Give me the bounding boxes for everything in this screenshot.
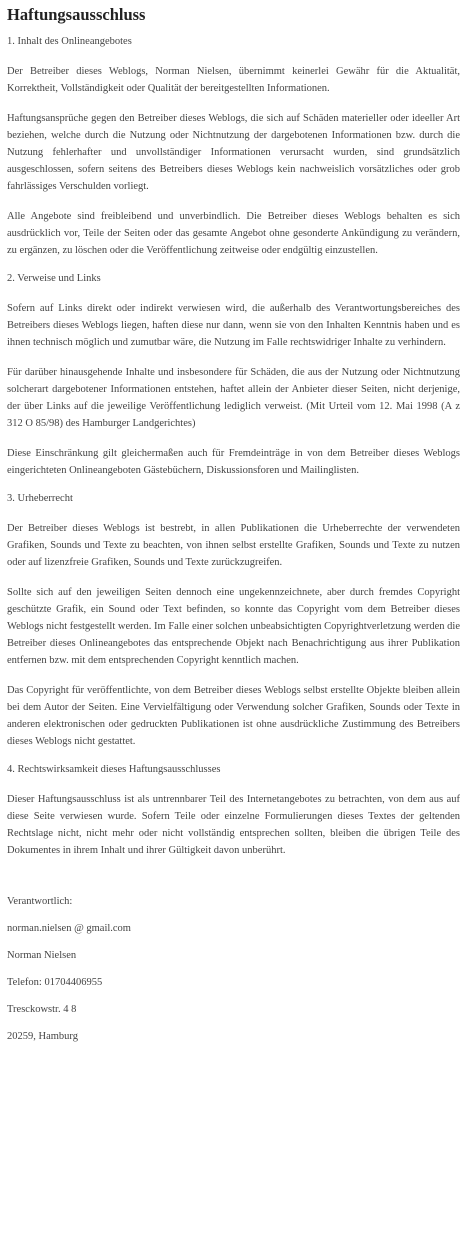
- section-heading: 2. Verweise und Links: [7, 273, 101, 284]
- paragraph: Für darüber hinausgehende Inhalte und insbesondere für Schäden, die aus der Nutzung oder Nichtnutzung solcherart dargebotener Informationen entstehen, haftet allein der Anbieter dieser Seiten, nicht derjenige, der über Links auf die jeweilige Veröffentlichung lediglich verweist. (Mit Urteil vom 12. Mai 1998 (A z 312 O 85/98) des Hamburger Landgerichtes): [7, 367, 460, 429]
- page-content: [0, 5, 468, 1044]
- section-links: [7, 272, 460, 479]
- contact-label: Verantwortlich:: [7, 896, 73, 907]
- contact-city: 20259, Hamburg: [7, 1031, 78, 1042]
- paragraph: Dieser Haftungsausschluss ist als untrennbarer Teil des Internetangebotes zu betrachten, von dem aus auf diese Seite verwiesen wurde. Sofern Teile oder einzelne Formulierungen dieses Textes der geltenden Rechtslage nicht, nicht mehr oder nicht vollständig entsprechen sollten, bleiben die übrigen Teile des Dokumentes in ihrem Inhalt und ihrer Gültigkeit davon unberührt.: [7, 794, 460, 856]
- contact-block: [7, 895, 460, 1044]
- paragraph: Sollte sich auf den jeweiligen Seiten dennoch eine ungekennzeichnete, aber durch fremdes Copyright geschützte Grafik, ein Sound oder Text befinden, so konnte das Copyright vom dem Betreiber dieses Weblogs nicht festgestellt werden. Im Falle einer solchen unbeabsichtigten Copyrightverletzung werden die Betreiber dieses Onlineangebotes das entsprechende Objekt nach Benachrichtigung aus ihrer Publikation entfernen bzw. mit dem entsprechenden Copyright kenntlich machen.: [7, 587, 460, 666]
- page-title: Haftungsausschluss: [7, 5, 146, 24]
- section-heading: 4. Rechtswirksamkeit dieses Haftungsausschlusses: [7, 764, 221, 775]
- paragraph: Der Betreiber dieses Weblogs, Norman Nielsen, übernimmt keinerlei Gewähr für die Aktualität, Korrektheit, Vollständigkeit oder Qualität der bereitgestellten Informationen.: [7, 66, 460, 94]
- section-validity: [7, 763, 460, 859]
- paragraph: Alle Angebote sind freibleibend und unverbindlich. Die Betreiber dieses Weblogs behalten es sich ausdrücklich vor, Teile der Seiten oder das gesamte Angebot ohne gesonderte Ankündigung zu verändern, zu ergänzen, zu löschen oder die Veröffentlichung zeitweise oder endgültig einzustellen.: [7, 211, 460, 256]
- paragraph: Haftungsansprüche gegen den Betreiber dieses Weblogs, die sich auf Schäden materieller oder ideeller Art beziehen, welche durch die Nutzung oder Nichtnutzung der dargebotenen Informationen bzw. durch die Nutzung fehlerhafter und unvollständiger Informationen verursacht wurden, sind grundsätzlich ausgeschlossen, sofern seitens des Betreibers dieses Weblogs kein nachweislich vorsätzliches oder grob fahrlässiges Verschulden vorliegt.: [7, 113, 460, 192]
- contact-name: Norman Nielsen: [7, 950, 77, 961]
- contact-street: Tresckowstr. 4 8: [7, 1004, 77, 1015]
- section-heading: 1. Inhalt des Onlineangebotes: [7, 36, 132, 47]
- section-copyright: [7, 492, 460, 750]
- paragraph: Diese Einschränkung gilt gleichermaßen auch für Fremdeinträge in von dem Betreiber dieses Weblogs eingerichteten Onlineangeboten Gästebüchern, Diskussionsforen und Mailinglisten.: [7, 448, 460, 476]
- contact-email: norman.nielsen @ gmail.com: [7, 923, 131, 934]
- paragraph: Der Betreiber dieses Weblogs ist bestrebt, in allen Publikationen die Urheberrechte der verwendeten Grafiken, Sounds und Texte zu beachten, von ihnen selbst erstellte Grafiken, Sounds und Texte zu nutzen oder auf lizenzfreie Grafiken, Sounds und Texte zurückzugreifen.: [7, 523, 460, 568]
- paragraph: Sofern auf Links direkt oder indirekt verwiesen wird, die außerhalb des Verantwortungsbereiches des Betreibers dieses Weblogs liegen, haften diese nur dann, wenn sie von den Inhalten Kenntnis haben und es ihnen technisch möglich und zumutbar wäre, die Nutzung im Falle rechtswidriger Inhalte zu verhindern.: [7, 303, 460, 348]
- paragraph: Das Copyright für veröffentlichte, von dem Betreiber dieses Weblogs selbst erstellte Objekte bleiben allein bei dem Autor der Seiten. Eine Vervielfältigung oder Verwendung solcher Grafiken, Sounds oder Texte in anderen elektronischen oder gedruckten Publikationen ist ohne ausdrückliche Zustimmung des Betreibers dieses Weblogs nicht gestattet.: [7, 685, 460, 747]
- section-heading: 3. Urheberrecht: [7, 493, 73, 504]
- section-content: [7, 35, 460, 259]
- contact-phone: Telefon: 01704406955: [7, 977, 103, 988]
